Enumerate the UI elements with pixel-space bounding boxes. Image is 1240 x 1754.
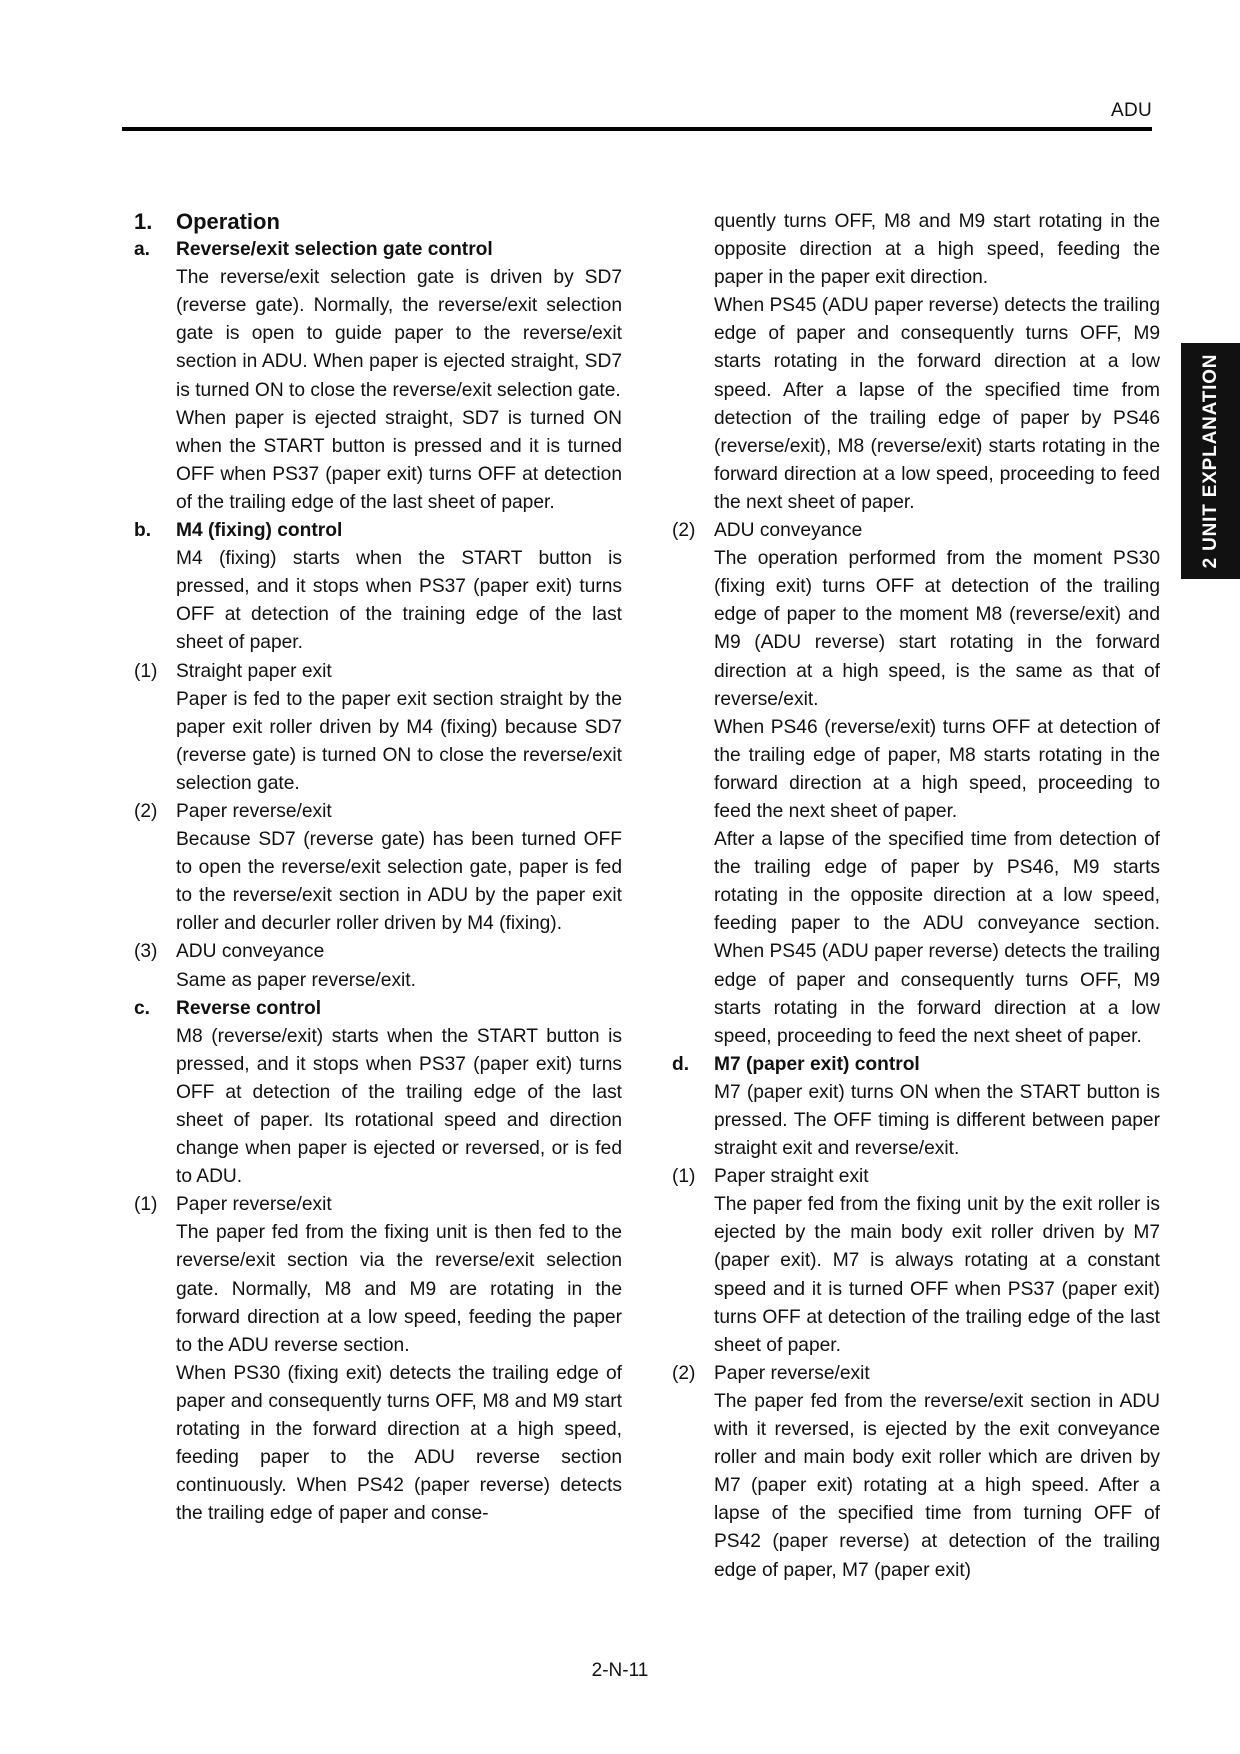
paragraph: The operation performed from the moment PS30 (fixing exit) turns OFF at detection of the trailing edge of paper to the moment M8 (reverse/exit) and M9 (ADU reverse) start rotating in the forward direction at a high speed, is the same as that of reverse/exit. [714,548,1160,710]
item-marker: (1) [672,1166,696,1188]
running-header-title: ADU [1110,100,1152,121]
paragraph: When PS46 (reverse/exit) turns OFF at detection of the trailing edge of paper, M8 starts rotating in the forward direction at a high speed, proceeding to feed the next sheet of paper. [714,716,1160,822]
paragraph: Paper is fed to the paper exit section straight by the paper exit roller driven by M4 (fixing) because SD7 (reverse gate) is turned ON to close the reverse/exit selection gate. [176,688,622,794]
item-marker: (1) [134,1194,158,1216]
paragraph: Same as paper reverse/exit. [176,969,416,991]
paragraph: Because SD7 (reverse gate) has been turned OFF to open the reverse/exit selection gate, paper is fed to the reverse/exit section in ADU by the paper exit roller and decurler roller driven by M4 (fixing). [176,829,622,935]
right-column [672,208,1160,1585]
subsection-title: M4 (fixing) control [176,520,343,542]
section-tab-label: 2 UNIT EXPLANATION [1199,353,1221,569]
subsection-marker: b. [134,520,152,542]
section-number: 1. [134,209,153,234]
item-marker: (3) [134,941,158,963]
item-title: Straight paper exit [176,660,332,682]
subsection-marker: c. [134,997,151,1019]
paragraph: When PS30 (fixing exit) detects the trailing edge of paper and consequently turns OFF, M8 and M9 start rotating in the forward direction at a high speed, feeding paper to the ADU reverse section continuously. When PS42 (paper reverse) detects the trailing edge of paper and conse- [176,1362,622,1525]
subsection-heading [134,517,622,545]
item-title: Paper straight exit [714,1166,869,1188]
subsection-heading [134,236,622,264]
paragraph: quently turns OFF, M8 and M9 start rotating in the opposite direction at a high speed, feeding the paper in the paper exit direction. [714,211,1160,289]
subsection-title: M7 (paper exit) control [714,1053,920,1075]
subsection-heading [134,995,622,1023]
item-title: Paper reverse/exit [176,800,332,822]
paragraph: The paper fed from the fixing unit by the exit roller is ejected by the main body exit roller driven by M7 (paper exit). M7 is always rotating at a constant speed and it is turned OFF when PS37 (paper exit) turns OFF at detection of the trailing edge of the last sheet of paper. [714,1194,1160,1356]
section-heading [134,208,622,236]
numbered-item [134,1191,622,1219]
numbered-item [134,798,622,826]
numbered-item [134,658,622,686]
subsection-title: Reverse/exit selection gate control [176,239,493,261]
item-marker: (2) [672,520,696,542]
paragraph: The reverse/exit selection gate is driven by SD7 (reverse gate). Normally, the reverse/exit selection gate is open to guide paper to the reverse/exit section in ADU. When paper is ejected straight, SD7 is turned ON to close the reverse/exit selection gate. [176,267,622,401]
paragraph: M7 (paper exit) turns ON when the START button is pressed. The OFF timing is different between paper straight exit and reverse/exit. [714,1081,1160,1160]
subsection-marker: d. [672,1053,690,1075]
item-title: Paper reverse/exit [714,1362,870,1384]
item-marker: (1) [134,660,158,682]
paragraph: M4 (fixing) starts when the START button is pressed, and it stops when PS37 (paper exit) turns OFF at detection of the training edge of the last sheet of paper. [176,548,622,654]
paragraph: M8 (reverse/exit) starts when the START button is pressed, and it stops when PS37 (paper exit) turns OFF at detection of the trailing edge of the last sheet of paper. Its rotational speed and direction change when paper is ejected or reversed, or is fed to ADU. [176,1025,622,1188]
subsection-marker: a. [134,239,151,261]
subsection-heading [672,1051,1160,1079]
paragraph: When PS45 (ADU paper reverse) detects the trailing edge of paper and consequently turns OFF, M9 starts rotating in the forward direction at a low speed. After a lapse of the specified time from detection of the trailing edge of paper by PS46 (reverse/exit), M8 (reverse/exit) starts rotating in the forward direction at a low speed, proceeding to feed the next sheet of paper. [714,295,1160,513]
item-title: ADU conveyance [176,941,325,963]
paragraph: The paper fed from the fixing unit is then fed to the reverse/exit section via the reverse/exit selection gate. Normally, M8 and M9 are rotating in the forward direction at a low speed, feeding the paper to the ADU reverse section. [176,1222,622,1356]
left-column [134,208,622,1528]
item-marker: (2) [134,800,158,822]
page-number: 2-N-11 [591,1660,649,1681]
paragraph: After a lapse of the specified time from detection of the trailing edge of paper by PS46, M9 starts rotating in the opposite direction at a low speed, feeding paper to the ADU conveyance section. When PS45 (ADU paper reverse) detects the trailing edge of paper and consequently turns OFF, M9 starts rotating in the forward direction at a low speed, proceeding to feed the next sheet of paper. [714,829,1160,1047]
header-rule [122,127,1152,131]
section-title: Operation [176,209,280,234]
section-tab [1181,343,1240,579]
numbered-item [672,1163,1160,1191]
item-title: Paper reverse/exit [176,1194,332,1216]
paragraph: When paper is ejected straight, SD7 is turned ON when the START button is pressed and it is turned OFF when PS37 (paper exit) turns OFF at detection of the trailing edge of the last sheet of paper. [176,407,622,513]
item-marker: (2) [672,1362,696,1384]
numbered-item [672,517,1160,545]
paragraph: The paper fed from the reverse/exit section in ADU with it reversed, is ejected by the exit conveyance roller and main body exit roller which are driven by M7 (paper exit) rotating at a high speed. After a lapse of the specified time from turning OFF of PS42 (paper reverse) at detection of the trailing edge of paper, M7 (paper exit) [714,1390,1160,1581]
subsection-title: Reverse control [176,997,322,1019]
numbered-item [672,1360,1160,1388]
numbered-item [134,938,622,966]
item-title: ADU conveyance [714,520,863,542]
